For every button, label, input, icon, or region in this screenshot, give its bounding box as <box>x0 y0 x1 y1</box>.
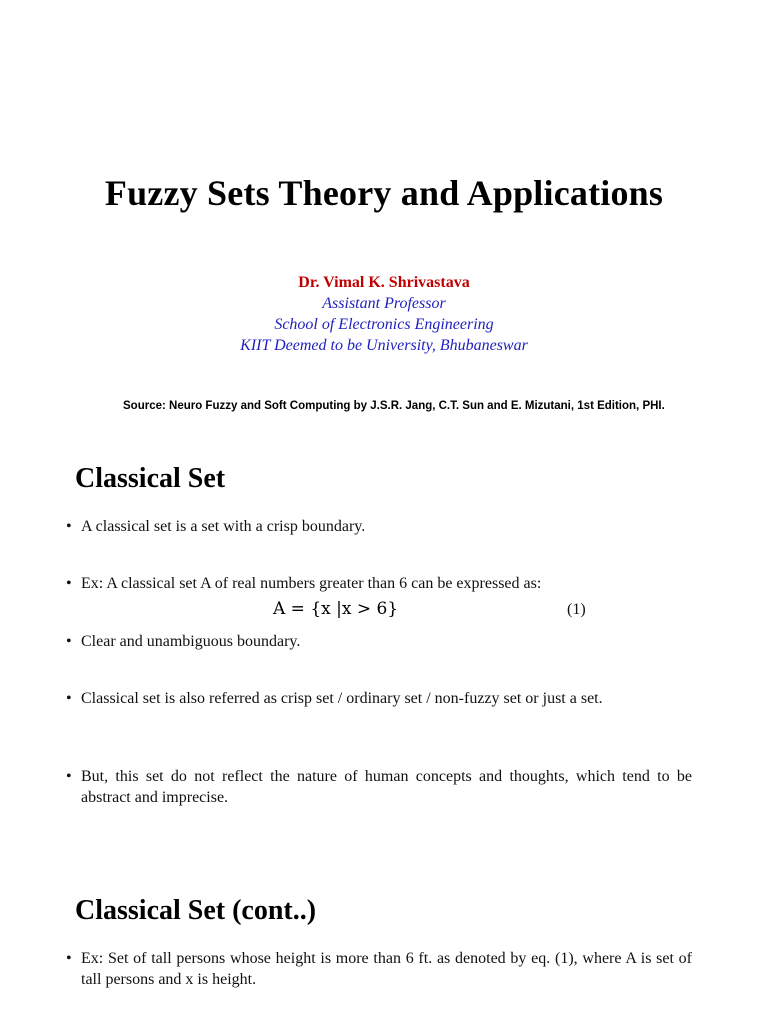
source-citation: Source: Neuro Fuzzy and Soft Computing by J.S.R. Jang, C.T. Sun and E. Mizutani, 1st Edition, PHI. <box>123 400 665 412</box>
bullet-dot: • <box>66 768 72 785</box>
bullet-dot: • <box>66 950 72 967</box>
author-position: Assistant Professor <box>322 295 446 312</box>
bullet-text: Clear and unambiguous boundary. <box>81 633 301 650</box>
bullet-text: Classical set is also referred as crisp set / ordinary set / non-fuzzy set or just a set. <box>81 690 603 707</box>
author-block <box>0 272 768 356</box>
list-item <box>66 516 692 537</box>
section-heading-classical-set-cont: Classical Set (cont..) <box>75 895 317 926</box>
section-heading-classical-set: Classical Set <box>75 463 226 494</box>
bullet-text: A classical set is a set with a crisp boundary. <box>81 518 366 535</box>
bullet-text: Ex: A classical set A of real numbers greater than 6 can be expressed as: <box>81 575 542 592</box>
author-name: Dr. Vimal K. Shrivastava <box>298 274 470 291</box>
equation-number: (1) <box>567 601 586 618</box>
list-item <box>66 573 692 594</box>
list-item <box>66 766 692 808</box>
bullet-dot: • <box>66 633 72 650</box>
author-school: School of Electronics Engineering <box>274 316 494 333</box>
document-title: Fuzzy Sets Theory and Applications <box>104 173 664 213</box>
bullet-text: But, this set do not reflect the nature of human concepts and thoughts, which tend to be abstract and imprecise. <box>81 768 692 806</box>
bullet-dot: • <box>66 518 72 535</box>
set-equation: A = {x |x > 6} <box>273 599 399 619</box>
list-item <box>66 948 692 990</box>
list-item <box>66 631 692 652</box>
bullet-dot: • <box>66 690 72 707</box>
author-university: KIIT Deemed to be University, Bhubaneswar <box>240 337 528 354</box>
bullet-dot: • <box>66 575 72 592</box>
bullet-text: Ex: Set of tall persons whose height is more than 6 ft. as denoted by eq. (1), where A is set of tall persons and x is height. <box>81 950 692 988</box>
list-item <box>66 688 692 709</box>
